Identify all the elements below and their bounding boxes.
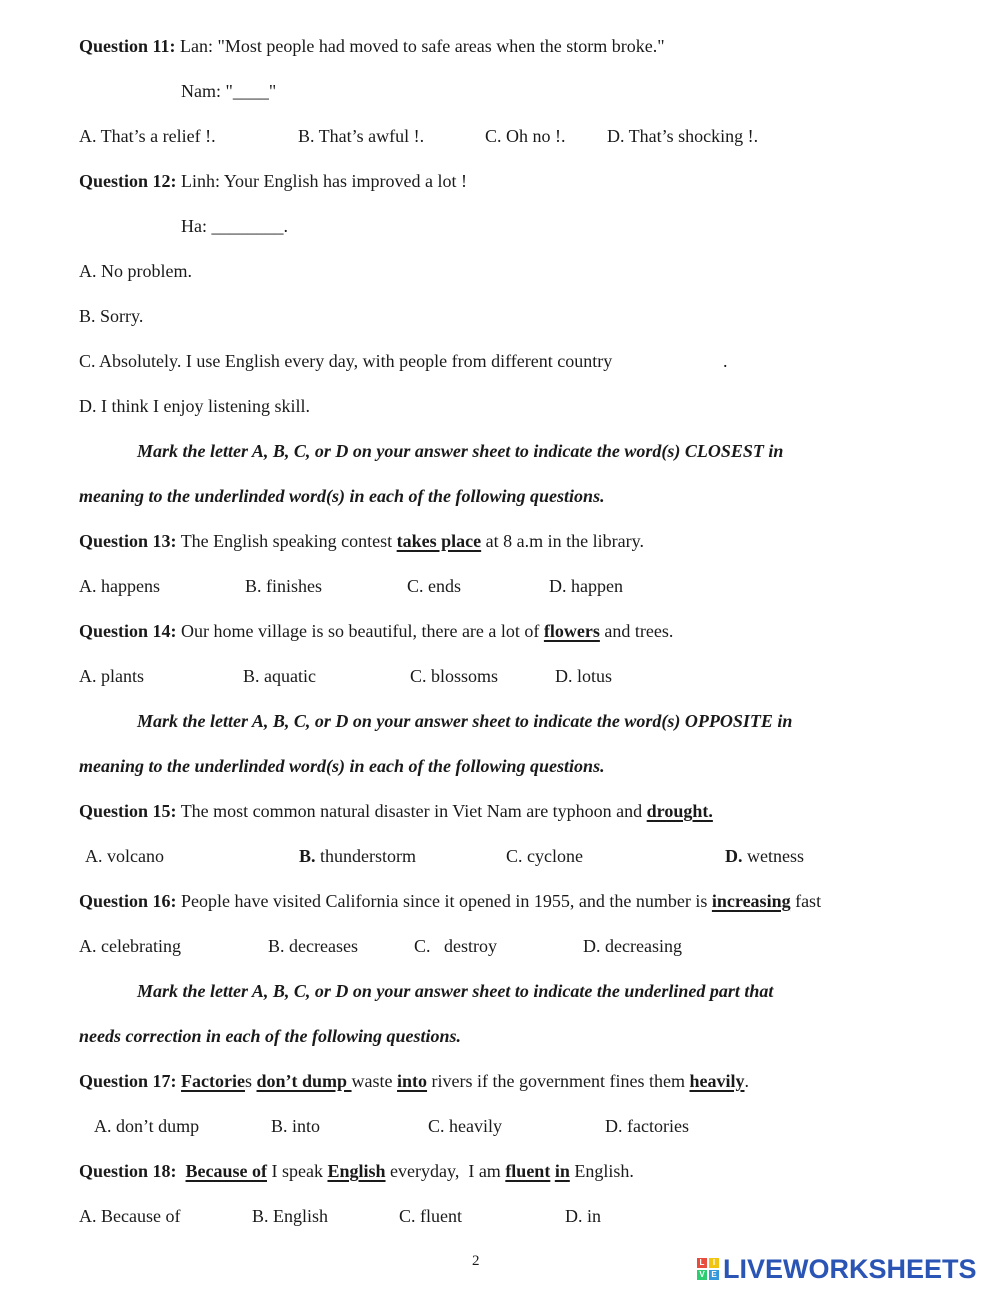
instruction-closest-line1: Mark the letter A, B, C, or D on your answer sheet to indicate the word(s) CLOSEST in <box>137 441 784 461</box>
logo-letter: E <box>709 1270 719 1280</box>
underlined-part-a: Because of <box>185 1161 267 1181</box>
question-17 <box>79 1070 749 1092</box>
question-text: rivers if the government fines them <box>427 1071 690 1091</box>
q17-option-a[interactable]: A. don’t dump <box>94 1116 200 1136</box>
q12-option-a[interactable]: A. No problem. <box>79 261 192 281</box>
logo-icon <box>697 1258 719 1280</box>
question-text: The English speaking contest <box>176 531 397 551</box>
underlined-part-c: heavily <box>689 1071 745 1091</box>
q14-option-a[interactable]: A. plants <box>79 666 144 686</box>
q11-option-d[interactable]: D. That’s shocking !. <box>607 126 759 146</box>
q12-option-c-end: . <box>723 351 728 371</box>
logo-letter: L <box>697 1258 707 1268</box>
instruction-correction-line1: Mark the letter A, B, C, or D on your answer sheet to indicate the underlined part that <box>137 981 774 1001</box>
underlined-word: increasing <box>711 891 791 911</box>
q13-option-d[interactable]: D. happen <box>549 576 623 596</box>
logo-text: LIVEWORKSHEETS <box>723 1253 977 1284</box>
page-number: 2 <box>472 1253 480 1269</box>
question-text: s <box>244 1071 257 1091</box>
q16-option-a[interactable]: A. celebrating <box>79 936 181 956</box>
question-text: and trees. <box>599 621 674 641</box>
question-12 <box>79 170 467 192</box>
question-18 <box>79 1160 634 1182</box>
instruction-opposite-line1: Mark the letter A, B, C, or D on your answer sheet to indicate the word(s) OPPOSITE in <box>137 711 793 731</box>
question-label: Question 17: <box>79 1071 177 1091</box>
question-text: English. <box>569 1161 634 1181</box>
question-label: Question 12: <box>79 171 177 191</box>
underlined-word: drought. <box>646 801 713 821</box>
liveworksheets-logo <box>697 1253 977 1285</box>
question-label: Question 14: <box>79 621 177 641</box>
question-text: I speak <box>267 1161 328 1181</box>
question-text: Our home village is so beautiful, there are a lot of <box>176 621 544 641</box>
question-13 <box>79 530 644 552</box>
underlined-part-d: Factorie <box>181 1071 245 1091</box>
q16-option-c[interactable]: C. destroy <box>414 936 497 956</box>
question-text: everyday, I am <box>385 1161 506 1181</box>
q17-option-c[interactable]: C. heavily <box>428 1116 502 1136</box>
underlined-word: takes place <box>396 531 482 551</box>
underlined-part-b: into <box>397 1071 428 1091</box>
q13-option-c[interactable]: C. ends <box>407 576 461 596</box>
question-text: fast <box>790 891 822 911</box>
q14-option-c[interactable]: C. blossoms <box>410 666 499 686</box>
question-text: Linh: Your English has improved a lot ! <box>176 171 468 191</box>
question-14 <box>79 620 673 642</box>
q14-option-b[interactable]: B. aquatic <box>243 666 316 686</box>
question-text: . <box>744 1071 749 1091</box>
instruction-closest-line2: meaning to the underlinded word(s) in each of the following questions. <box>79 486 605 506</box>
logo-letter: V <box>697 1270 707 1280</box>
q11-reply: Nam: "____" <box>181 81 277 101</box>
underlined-part-d: in <box>554 1161 570 1181</box>
question-15 <box>79 800 713 822</box>
q18-option-c[interactable]: C. fluent <box>399 1206 462 1226</box>
instruction-opposite-line2: meaning to the underlinded word(s) in each of the following questions. <box>79 756 605 776</box>
q15-option-c[interactable]: C. cyclone <box>506 846 583 866</box>
q18-option-b[interactable]: B. English <box>252 1206 329 1226</box>
q11-option-a[interactable]: A. That’s a relief !. <box>79 126 216 146</box>
q12-option-d[interactable]: D. I think I enjoy listening skill. <box>79 396 310 416</box>
q18-option-a[interactable]: A. Because of <box>79 1206 181 1226</box>
q16-option-b[interactable]: B. decreases <box>268 936 358 956</box>
underlined-part-a: don’t dump <box>256 1071 352 1091</box>
question-text: at 8 a.m in the library. <box>481 531 644 551</box>
question-text: Lan: "Most people had moved to safe areas when the storm broke." <box>175 36 665 56</box>
option-letter: D. <box>725 846 743 866</box>
q13-option-b[interactable]: B. finishes <box>245 576 323 596</box>
q17-option-b[interactable]: B. into <box>271 1116 321 1136</box>
q18-option-d[interactable]: D. in <box>565 1206 601 1226</box>
instruction-correction-line2: needs correction in each of the following questions. <box>79 1026 462 1046</box>
option-letter: B. <box>299 846 316 866</box>
q12-option-c[interactable]: C. Absolutely. I use English every day, with people from different country <box>79 351 613 371</box>
underlined-part-b: English <box>327 1161 386 1181</box>
question-label: Question 11: <box>79 36 176 56</box>
q15-option-b[interactable] <box>299 845 416 867</box>
underlined-word: flowers <box>543 621 600 641</box>
option-text: wetness <box>742 846 804 866</box>
option-text: thunderstorm <box>315 846 417 866</box>
q14-option-d[interactable]: D. lotus <box>555 666 613 686</box>
q11-option-c[interactable]: C. Oh no !. <box>485 126 566 146</box>
question-label: Question 15: <box>79 801 177 821</box>
question-text: waste <box>351 1071 398 1091</box>
question-11 <box>79 35 665 57</box>
question-label: Question 16: <box>79 891 177 911</box>
question-16 <box>79 890 821 912</box>
q15-option-d[interactable] <box>725 845 804 867</box>
q11-option-b[interactable]: B. That’s awful !. <box>298 126 425 146</box>
question-label: Question 13: <box>79 531 177 551</box>
q15-option-a[interactable]: A. volcano <box>85 846 164 866</box>
q12-reply: Ha: ________. <box>181 216 288 236</box>
q12-option-b[interactable]: B. Sorry. <box>79 306 144 326</box>
question-text: The most common natural disaster in Viet Nam are typhoon and <box>176 801 647 821</box>
q17-option-d[interactable]: D. factories <box>605 1116 689 1136</box>
q16-option-d[interactable]: D. decreasing <box>583 936 682 956</box>
logo-letter: I <box>709 1258 719 1268</box>
underlined-part-c: fluent <box>505 1161 551 1181</box>
question-label: Question 18: <box>79 1161 177 1181</box>
q13-option-a[interactable]: A. happens <box>79 576 160 596</box>
question-text: People have visited California since it opened in 1955, and the number is <box>176 891 712 911</box>
